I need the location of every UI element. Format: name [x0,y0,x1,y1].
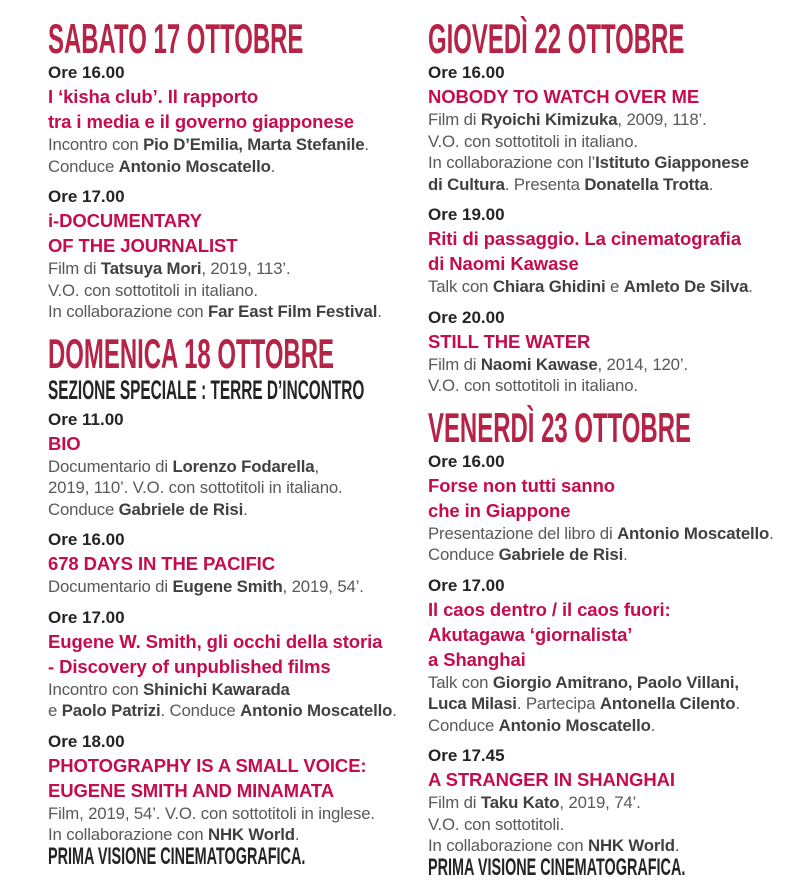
bold-text-segment: Tatsuya Mori [100,259,202,278]
event-title [48,551,420,576]
bold-text-segment: Istituto Giapponese [595,153,749,172]
text-segment: . [650,715,656,735]
description-line [428,715,800,737]
description-line [428,814,800,836]
event-title-line: EUGENE SMITH AND MINAMATA [48,779,334,801]
description-line [428,375,800,397]
event-time: Ore 17.00 [48,607,125,627]
text-segment: , 2009, 118’. [617,110,707,129]
event [428,307,800,397]
event-description [428,276,800,298]
bold-text-segment: Shinichi Kawarada [143,679,290,699]
bold-text-segment: di Cultura [428,174,505,194]
text-segment: Film di [428,793,481,812]
bold-text-segment: Antonella Cilento [599,694,736,713]
text-segment: Film di [48,259,101,278]
event [48,62,420,177]
text-segment: Incontro con [48,679,144,699]
bold-text-segment: Amleto De Silva [623,277,749,296]
section-header: GIOVEDÌ 22 OTTOBRE [428,15,685,62]
event-description [428,354,800,397]
description-line [48,280,420,302]
text-segment: Conduce [48,156,119,176]
description-line [48,803,420,825]
text-segment: . [623,545,628,564]
event-title-line: I ‘kisha club’. Il rapporto [48,86,259,107]
event-description [428,792,800,880]
event-title-line: i-DOCUMENTARY [48,210,202,231]
event-title [48,753,420,803]
event-description [48,803,420,870]
event-title-line: che in Giappone [428,499,571,521]
event-title [428,226,800,276]
description-line [428,693,800,715]
event-description [428,672,800,737]
text-segment: , 2014, 120’. [597,354,688,374]
event-title-line: Riti di passaggio. La cinematografia [428,228,742,249]
description-line [48,456,420,478]
bold-text-segment: Ryoichi Kimizuka [480,110,618,129]
text-segment: . [364,135,369,154]
description-line [428,131,800,153]
text-segment: . [769,523,774,543]
text-segment: Presentazione del libro di [428,523,618,543]
description-line [48,156,420,178]
event-time: Ore 17.45 [428,746,505,765]
event-title-line: BIO [48,432,81,454]
event-title-line: Forse non tutti sanno [428,474,616,496]
bold-text-segment: Gabriele de Risi [118,499,244,519]
event-description [428,109,800,195]
event [428,204,800,298]
description-line [48,842,420,870]
description-line [48,477,420,499]
text-segment: V.O. con sottotitoli in italiano. [48,280,258,300]
text-segment: 2019, 110’. V.O. con sottotitoli in italiano. [48,478,343,497]
event [428,62,800,195]
text-segment: . Presenta [504,174,585,194]
day-section [48,329,420,870]
event [48,186,420,323]
bold-text-segment: Antonio Moscatello [240,701,393,720]
bold-text-segment: Pio D’Emilia, Marta Stefanile [143,135,365,154]
event-title-line: STILL THE WATER [428,330,591,352]
text-segment: e [48,701,62,720]
text-segment: , 2019, 74’. [559,793,641,812]
event-time: Ore 16.00 [428,63,505,82]
text-segment: . [674,836,680,855]
event-description [48,456,420,521]
description-line [428,853,800,881]
text-segment: . [392,701,397,720]
event-time: Ore 17.00 [428,575,505,595]
description-line [428,792,800,814]
event-title-line: 678 DAYS IN THE PACIFIC [48,553,275,574]
text-segment: . [270,156,276,176]
section-header: SABATO 17 OTTOBRE [48,15,304,62]
description-line [428,523,800,545]
text-segment: Film, 2019, 54’. V.O. con sottotitoli in inglese. [48,803,375,823]
event-description [48,258,420,323]
text-segment: , [314,456,319,476]
text-segment: V.O. con sottotitoli in italiano. [428,131,638,151]
description-line [48,301,420,323]
event-title-line: PHOTOGRAPHY IS A SMALL VOICE: [48,754,367,776]
event [48,607,420,722]
text-segment: . [377,302,382,321]
text-segment: Documentario di [48,577,173,596]
event-title-line: di Naomi Kawase [428,253,579,274]
description-line [428,544,800,566]
description-line [428,354,800,376]
bold-text-segment: Antonio Moscatello [498,715,651,735]
event-title [428,597,800,672]
column-right [428,15,800,889]
text-segment: V.O. con sottotitoli in italiano. [428,376,638,395]
caps-text-segment: PRIMA VISIONE CINEMATOGRAFICA. [48,842,306,870]
event-time: Ore 18.00 [48,731,125,751]
description-line [48,679,420,701]
text-segment: Talk con [428,672,493,692]
text-segment: , 2019, 54’. [282,577,364,596]
text-segment: In collaborazione con [48,825,208,844]
bold-text-segment: Eugene Smith [172,577,283,596]
event-description [48,679,420,722]
event-title-line: NOBODY TO WATCH OVER ME [428,86,700,107]
event-title [428,767,800,792]
text-segment: Incontro con [48,135,144,154]
description-line [48,499,420,521]
bold-text-segment: Lorenzo Fodarella [172,456,315,476]
text-segment: Conduce [428,545,499,564]
text-segment: . Conduce [160,701,241,720]
text-segment: . [243,499,248,519]
description-line [48,576,420,598]
section-header: VENERDÌ 23 OTTOBRE [428,403,691,451]
text-segment: In collaborazione con [428,836,588,855]
bold-text-segment: Far East Film Festival [207,302,378,321]
text-segment: . [735,694,740,713]
day-section [48,15,420,323]
bold-text-segment: Antonio Moscatello [617,523,770,543]
event-title [48,84,420,134]
event-time: Ore 16.00 [428,451,505,471]
text-segment: , 2019, 113’. [201,259,291,278]
event-time: Ore 17.00 [48,187,125,206]
event-time: Ore 11.00 [48,409,124,429]
event-title-line: OF THE JOURNALIST [48,235,238,256]
description-line [428,109,800,131]
description-line [48,700,420,722]
event-description [48,134,420,177]
event-time: Ore 19.00 [428,205,505,224]
description-line [428,152,800,174]
day-section [428,15,800,397]
text-segment: e [605,277,624,296]
event [428,745,800,880]
bold-text-segment: NHK World [207,825,295,844]
column-left [48,15,420,878]
text-segment: In collaborazione con [48,302,208,321]
event-description [428,523,800,566]
text-segment: . [294,825,300,844]
event-title [48,431,420,456]
bold-text-segment: Gabriele de Risi [498,545,624,564]
text-segment: Film di [428,110,481,129]
bold-text-segment: Paolo Patrizi [61,701,161,720]
event [428,451,800,566]
text-segment: . Partecipa [516,694,600,713]
bold-text-segment: Antonio Moscatello [118,156,271,176]
bold-text-segment: Luca Milasi [428,694,517,713]
event-title-line: tra i media e il governo giapponese [48,111,354,132]
event-title [48,629,420,679]
text-segment: . [748,277,753,296]
event-time: Ore 16.00 [48,63,125,82]
bold-text-segment: Taku Kato [480,793,560,812]
event [48,529,420,598]
bold-text-segment: Donatella Trotta [584,174,709,194]
event-title [428,84,800,109]
bold-text-segment: NHK World [587,836,675,855]
event [48,409,420,521]
event [428,575,800,737]
description-line [48,134,420,156]
section-subheader: SEZIONE SPECIALE : TERRE D’INCONTRO [48,374,365,405]
event [48,731,420,870]
caps-text-segment: PRIMA VISIONE CINEMATOGRAFICA. [428,853,686,881]
description-line [48,258,420,280]
event-title [428,473,800,523]
text-segment: Conduce [48,499,119,519]
event-title-line: - Discovery of unpublished films [48,655,331,677]
bold-text-segment: Naomi Kawase [480,354,598,374]
text-segment: Film di [428,354,481,374]
event-title [428,329,800,354]
description-line [428,672,800,694]
day-section [428,403,800,881]
text-segment: V.O. con sottotitoli. [428,814,565,834]
description-line [428,276,800,298]
text-segment: Conduce [428,715,499,735]
event-time: Ore 16.00 [48,530,125,549]
section-header: DOMENICA 18 OTTOBRE [48,329,334,377]
text-segment: In collaborazione con l’ [428,153,596,172]
event-title-line: Eugene W. Smith, gli occhi della storia [48,630,383,652]
bold-text-segment: Giorgio Amitrano, Paolo Villani, [492,672,739,692]
description-line [428,174,800,196]
event-title-line: Il caos dentro / il caos fuori: [428,598,671,620]
event-title-line: A STRANGER IN SHANGHAI [428,769,675,790]
text-segment: Talk con [428,277,493,296]
text-segment: . [708,174,714,194]
bold-text-segment: Chiara Ghidini [492,277,606,296]
event-description [48,576,420,598]
event-time: Ore 20.00 [428,307,505,327]
event-title-line: Akutagawa ‘giornalista’ [428,623,633,645]
event-title [48,208,420,258]
text-segment: Documentario di [48,456,173,476]
event-title-line: a Shanghai [428,648,526,670]
